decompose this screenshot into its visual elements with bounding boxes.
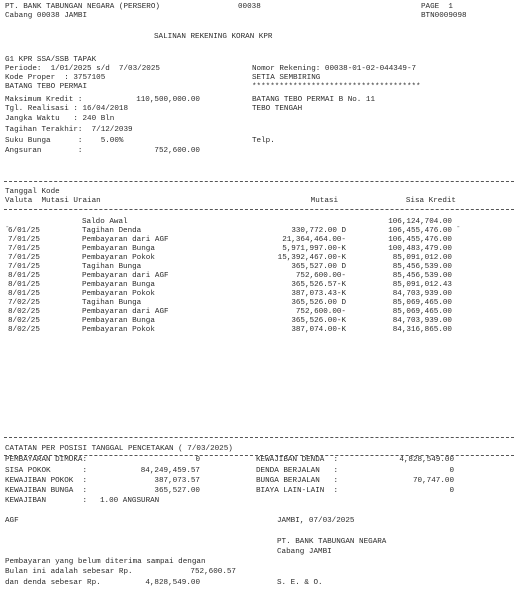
obligation-value: 1.00 ANGSURAN [100,497,160,505]
row-mutation: 330,772.00 D [291,227,346,235]
row-balance: 85,091,012.00 [392,254,452,262]
divider [4,209,514,210]
other-costs-label: BIAYA LAIN-LAIN : [256,487,339,495]
row-mutation: 365,526.00-K [291,317,346,325]
interest-obligation-label: KEWAJIBAN BUNGA : [5,487,88,495]
page-number: PAGE 1 [421,3,453,11]
installment-value: 752,600.00 [154,147,200,155]
current-penalty-label: DENDA BERJALAN : [256,467,339,475]
bank-name: PT. BANK TABUNGAN NEGARA (PERSERO) [5,3,160,11]
table-header-line-1: Tanggal Kode [5,188,60,196]
statement-period: Periode: 1/01/2025 s/d 7/03/2025 [5,65,160,73]
place-date: JAMBI, 07/03/2025 [277,517,355,525]
row-date: 8/02/25 [8,308,40,316]
product-name: G1 KPR SSA/SSB TAPAK [5,56,97,64]
row-balance: 106,455,476.00 [388,236,452,244]
account-number: Nomor Rekening: 00038-01-02-044349-7 [252,65,417,73]
project-code: Kode Proper : 3757105 [5,74,106,82]
row-date: 8/01/25 [8,272,40,280]
branch-name: Cabang 00038 JAMBI [5,12,88,20]
row-date: 8/02/25 [8,317,40,325]
row-balance: 106,124,704.00 [388,218,452,226]
row-description: Pembayaran Pokok [82,326,155,334]
signature-note: S. E. & O. [277,579,323,587]
row-date: 6/01/25 [8,227,40,235]
current-penalty-value: 0 [449,467,454,475]
row-description: Pembayaran dari AGF [82,308,169,316]
row-balance: 84,703,939.00 [392,290,452,298]
row-date: 8/01/25 [8,281,40,289]
divider [4,181,514,182]
current-interest-value: 70,747.00 [412,477,454,485]
row-date: 7/01/25 [8,236,40,244]
interest-obligation-value: 365,527.00 [154,487,200,495]
penalty-obligation-label: KEWAJIBAN DENDA : [256,456,339,464]
installment-label: Angsuran : [5,147,83,155]
row-balance: 85,456,539.00 [392,272,452,280]
row-mutation: 21,364,464.00- [282,236,346,244]
interest-rate: Suku Bunga : 5.00% [5,137,124,145]
page-title: SALINAN REKENING KORAN KPR [154,33,273,41]
last-bill-date: Tagihan Terakhir: 7/12/2039 [5,126,133,134]
row-description: Tagihan Bunga [82,299,142,307]
phone: Telp. [252,137,275,145]
row-description: Saldo Awal [82,218,128,226]
unpaid-note-line-3-label: dan denda sebesar Rp. [5,579,101,587]
row-description: Pembayaran Bunga [82,245,155,253]
branch-code-number: 00038 [238,3,261,11]
address-line-2: TEBO TENGAH [252,105,303,113]
row-mutation: 15,392,467.00-K [277,254,346,262]
credit-limit-label: Maksimum Kredit : [5,96,83,104]
row-mutation: 387,073.43-K [291,290,346,298]
divider [4,437,514,438]
column-header-mutation: Mutasi [310,197,338,205]
row-mutation: 365,526.00 D [291,299,346,307]
row-description: Pembayaran Bunga [82,317,155,325]
row-date: 7/01/25 [8,254,40,262]
row-mutation: 387,074.00-K [291,326,346,334]
principal-obligation-value: 387,073.57 [154,477,200,485]
margin-mark: - [5,224,10,232]
project-name: BATANG TEBO PERMAI [5,83,88,91]
other-costs-value: 0 [449,487,454,495]
table-header-line-2: Valuta Mutasi Uraian [5,197,101,205]
row-date: 7/01/25 [8,263,40,271]
row-balance: 84,316,865.00 [392,326,452,334]
address-line-1: BATANG TEBO PERMAI B No. 11 [252,96,376,104]
principal-obligation-label: KEWAJIBAN POKOK : [5,477,88,485]
principal-balance-value: 84,249,459.57 [140,467,200,475]
row-mutation: 752,600.00- [295,272,346,280]
document-code: BTN0009098 [421,12,467,20]
holder-separator: ************************************* [252,83,421,91]
unpaid-installment-value: 752,600.57 [190,568,236,576]
row-mutation: 365,526.57-K [291,281,346,289]
row-balance: 85,091,012.43 [392,281,452,289]
row-balance: 85,069,465.00 [392,299,452,307]
row-description: Tagihan Bunga [82,263,142,271]
unpaid-note-line-1: Pembayaran yang belum diterima sampai dengan [5,558,206,566]
row-balance: 100,483,479.00 [388,245,452,253]
row-description: Tagihan Denda [82,227,142,235]
row-balance: 85,456,539.00 [392,263,452,271]
row-description: Pembayaran Bunga [82,281,155,289]
row-mutation: 5,971,997.00-K [282,245,346,253]
row-description: Pembayaran dari AGF [82,272,169,280]
unpaid-penalty-value: 4,828,549.00 [145,579,200,587]
row-description: Pembayaran Pokok [82,290,155,298]
advance-payment-value: 0 [195,456,200,464]
row-date: 8/01/25 [8,290,40,298]
credit-limit-value: 110,500,000.00 [136,96,200,104]
agf-label: AGF [5,517,19,525]
row-date: 8/02/25 [8,326,40,334]
row-date: 7/01/25 [8,245,40,253]
account-holder: SETIA SEMBIRING [252,74,321,82]
signatory-bank: PT. BANK TABUNGAN NEGARA [277,538,387,546]
current-interest-label: BUNGA BERJALAN : [256,477,339,485]
column-header-balance: Sisa Kredit [405,197,456,205]
signatory-branch: Cabang JAMBI [277,548,332,556]
penalty-obligation-value: 4,828,549.00 [399,456,454,464]
row-mutation: 752,600.00- [295,308,346,316]
row-description: Pembayaran dari AGF [82,236,169,244]
row-balance: 84,703,939.00 [392,317,452,325]
loan-term: Jangka Waktu : 240 Bln [5,115,115,123]
advance-payment-label: PEMBAYARAN DIMUKA: [5,456,88,464]
notes-title: CATATAN PER POSISI TANGGAL PENCETAKAN ( 7/03/2025) [5,445,233,453]
row-balance: 85,069,465.00 [392,308,452,316]
realization-date: Tgl. Realisasi : 16/04/2018 [5,105,129,113]
obligation-label: KEWAJIBAN : [5,497,88,505]
row-mutation: 365,527.00 D [291,263,346,271]
principal-balance-label: SISA POKOK : [5,467,88,475]
row-date: 7/02/25 [8,299,40,307]
unpaid-note-line-2-label: Bulan ini adalah sebesar Rp. [5,568,133,576]
row-balance: 106,455,476.00 [388,227,452,235]
row-description: Pembayaran Pokok [82,254,155,262]
margin-mark: - [456,224,461,232]
